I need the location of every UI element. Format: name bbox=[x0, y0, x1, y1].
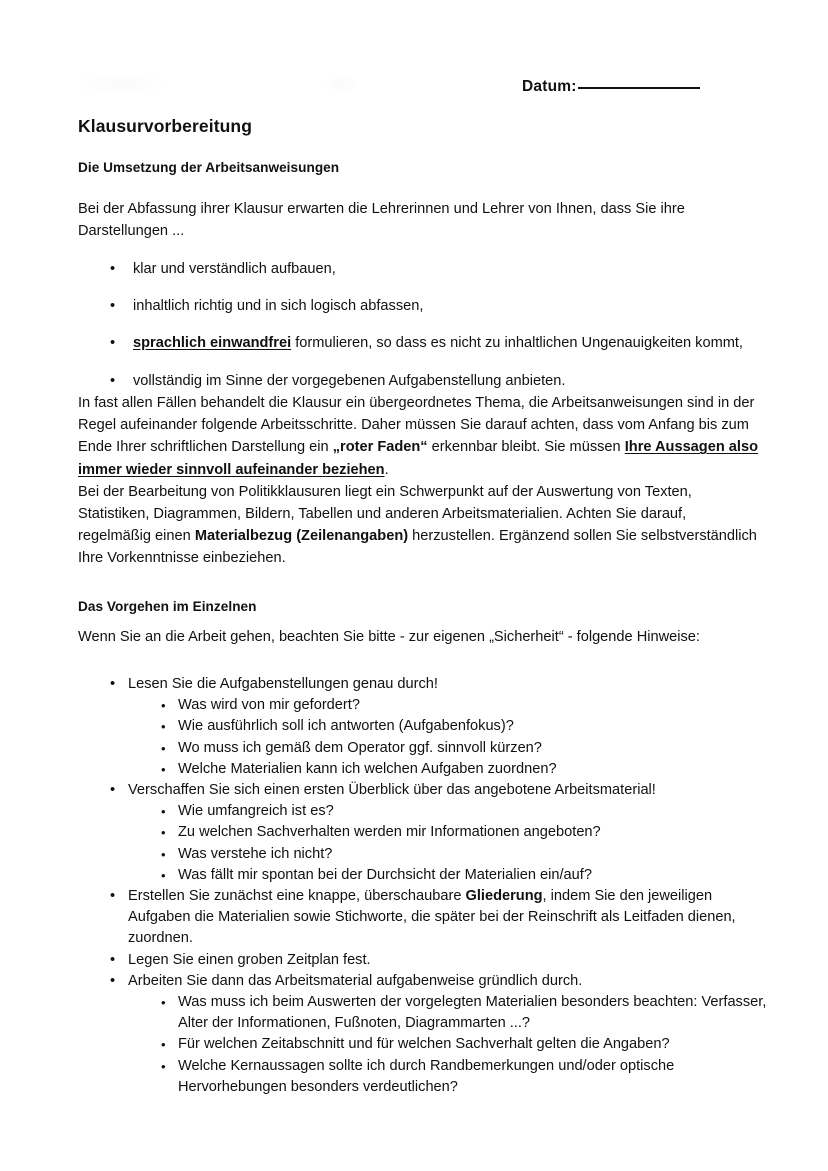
bullet-icon: • bbox=[161, 825, 166, 841]
bullet-icon: • bbox=[110, 782, 116, 799]
bullet-icon: • bbox=[161, 846, 166, 862]
list-item-text: Verschaffen Sie sich einen ersten Überblick über das angebotene Arbeitsmaterial! bbox=[128, 782, 656, 799]
list-item-text: Welche Kernaussagen sollte ich durch Randbemerkungen und/oder optische Hervorhebungen besonders verdeutlichen? bbox=[178, 1057, 675, 1095]
list-item bbox=[78, 822, 768, 843]
roter-faden-paragraph bbox=[78, 392, 758, 570]
bullet-icon: • bbox=[161, 698, 166, 714]
bullet-icon: • bbox=[110, 335, 116, 352]
flow-text-3: . bbox=[384, 461, 389, 478]
section-heading-vorgehen: Das Vorgehen im Einzelnen bbox=[78, 599, 257, 614]
page-title: Klausurvorbereitung bbox=[78, 116, 253, 136]
list-item bbox=[78, 370, 754, 392]
list-item bbox=[78, 695, 768, 716]
list-item-emphasis: Gliederung bbox=[465, 888, 543, 905]
flow-bold-quote: „roter Faden“ bbox=[332, 439, 428, 456]
list-item-text: vollständig im Sinne der vorgegebenen Aufgabenstellung anbieten. bbox=[133, 372, 566, 389]
list-item bbox=[78, 1056, 768, 1098]
list-item bbox=[78, 716, 768, 737]
bullet-icon: • bbox=[110, 372, 116, 389]
list-item-text: klar und verständlich aufbauen, bbox=[133, 261, 336, 277]
material-text-2: herzustellen. Ergänzend sollen Sie selbstverständlich Ihre Vorkenntnisse einbeziehen. bbox=[78, 528, 757, 567]
list-item bbox=[78, 674, 768, 695]
requirements-list bbox=[78, 258, 754, 392]
bullet-icon: • bbox=[161, 1037, 166, 1053]
procedure-intro: Wenn Sie an die Arbeit gehen, beachten Sie bitte - zur eigenen „Sicherheit“ - folgende Hinweise: bbox=[78, 629, 700, 645]
flow-text-1: In fast allen Fällen behandelt die Klausur ein übergeordnetes Thema, die Arbeitsanweisungen sind in der Regel aufeinander folgende Arbeitsschritte. Daher müssen Sie darauf achten, dass vom Anfang bis zum Ende Ihrer schriftlichen Darstellung ein bbox=[78, 395, 755, 456]
list-item bbox=[78, 759, 768, 780]
list-item bbox=[78, 295, 754, 317]
list-item-text: Arbeiten Sie dann das Arbeitsmaterial aufgabenweise gründlich durch. bbox=[128, 972, 583, 989]
list-item bbox=[78, 992, 768, 1034]
list-item bbox=[78, 801, 768, 822]
intro-paragraph: Bei der Abfassung ihrer Klausur erwarten die Lehrerinnen und Lehrer von Ihnen, dass Sie ihre Darstellungen ... bbox=[78, 201, 685, 240]
list-item-text: Welche Materialien kann ich welchen Aufgaben zuordnen? bbox=[178, 760, 557, 777]
bullet-icon: • bbox=[110, 676, 116, 692]
list-item-text: Zu welchen Sachverhalten werden mir Informationen angeboten? bbox=[178, 824, 601, 841]
date-row bbox=[78, 78, 752, 104]
bullet-icon: • bbox=[161, 740, 166, 756]
list-item-text: Legen Sie einen groben Zeitplan fest. bbox=[128, 951, 371, 968]
bullet-icon: • bbox=[161, 719, 166, 735]
list-item-text: Was verstehe ich nicht? bbox=[178, 845, 333, 862]
list-item bbox=[78, 332, 754, 354]
list-item bbox=[78, 780, 768, 801]
bullet-icon: • bbox=[110, 972, 116, 989]
material-bold: Materialbezug (Zeilenangaben) bbox=[194, 528, 409, 545]
bullet-icon: • bbox=[110, 261, 116, 277]
bullet-icon: • bbox=[161, 867, 166, 883]
list-item-text: Lesen Sie die Aufgabenstellungen genau durch! bbox=[128, 676, 438, 692]
material-text-1: Bei der Bearbeitung von Politikklausuren liegt ein Schwerpunkt auf der Auswertung von Texten, Statistiken, Diagrammen, Bildern, Tabellen und anderen Arbeitsmaterialien. Achten Sie darauf, regelmäßig einen bbox=[78, 483, 692, 545]
list-item-text: formulieren, so dass es nicht zu inhaltlichen Ungenauigkeiten kommt, bbox=[291, 335, 743, 352]
list-item bbox=[78, 886, 768, 950]
list-item-text-pre: Erstellen Sie zunächst eine knappe, überschaubare bbox=[128, 888, 466, 905]
list-item-text: Was fällt mir spontan bei der Durchsicht der Materialien ein/auf? bbox=[178, 866, 592, 883]
list-item-text: Wo muss ich gemäß dem Operator ggf. sinnvoll kürzen? bbox=[178, 739, 542, 756]
bullet-icon: • bbox=[110, 888, 116, 905]
section-heading-umsetzung: Die Umsetzung der Arbeitsanweisungen bbox=[78, 160, 340, 175]
list-item bbox=[78, 258, 754, 280]
list-item-emphasis: sprachlich einwandfrei bbox=[133, 335, 292, 352]
flow-bold-underline: Ihre Aussagen also immer wieder sinnvoll aufeinander beziehen bbox=[78, 439, 759, 478]
bullet-icon: • bbox=[110, 951, 116, 968]
bullet-icon: • bbox=[110, 298, 116, 315]
list-item bbox=[78, 950, 768, 971]
list-item-text-post: , indem Sie den jeweiligen Aufgaben die Materialien sowie Stichworte, die später bei der Reinschrift als Leitfaden dienen, zuordnen. bbox=[128, 888, 736, 947]
bullet-icon: • bbox=[161, 761, 166, 777]
date-field[interactable] bbox=[522, 78, 700, 96]
list-item bbox=[78, 844, 768, 865]
bullet-icon: • bbox=[161, 804, 166, 820]
list-item bbox=[78, 1034, 768, 1055]
list-item-text: Für welchen Zeitabschnitt und für welchen Sachverhalt gelten die Angaben? bbox=[178, 1036, 670, 1053]
date-label: Datum: bbox=[522, 78, 577, 95]
list-item bbox=[78, 738, 768, 759]
list-item bbox=[78, 865, 768, 886]
flow-text-2: erkennbar bleibt. Sie müssen bbox=[427, 439, 625, 456]
procedure-list bbox=[78, 674, 768, 1098]
list-item bbox=[78, 971, 768, 992]
list-item-text: Wie umfangreich ist es? bbox=[178, 803, 334, 820]
bullet-icon: • bbox=[161, 995, 166, 1011]
bullet-icon: • bbox=[161, 1058, 166, 1074]
list-item-text: Was wird von mir gefordert? bbox=[178, 697, 360, 714]
list-item-text: Wie ausführlich soll ich antworten (Aufgabenfokus)? bbox=[178, 718, 514, 735]
date-write-line[interactable] bbox=[578, 87, 700, 89]
list-item-text: inhaltlich richtig und in sich logisch abfassen, bbox=[133, 298, 424, 315]
list-item-text: Was muss ich beim Auswerten der vorgelegten Materialien besonders beachten: Verfasser, Alter der Informationen, Fußnoten, Diagrammarten ...? bbox=[178, 994, 767, 1032]
